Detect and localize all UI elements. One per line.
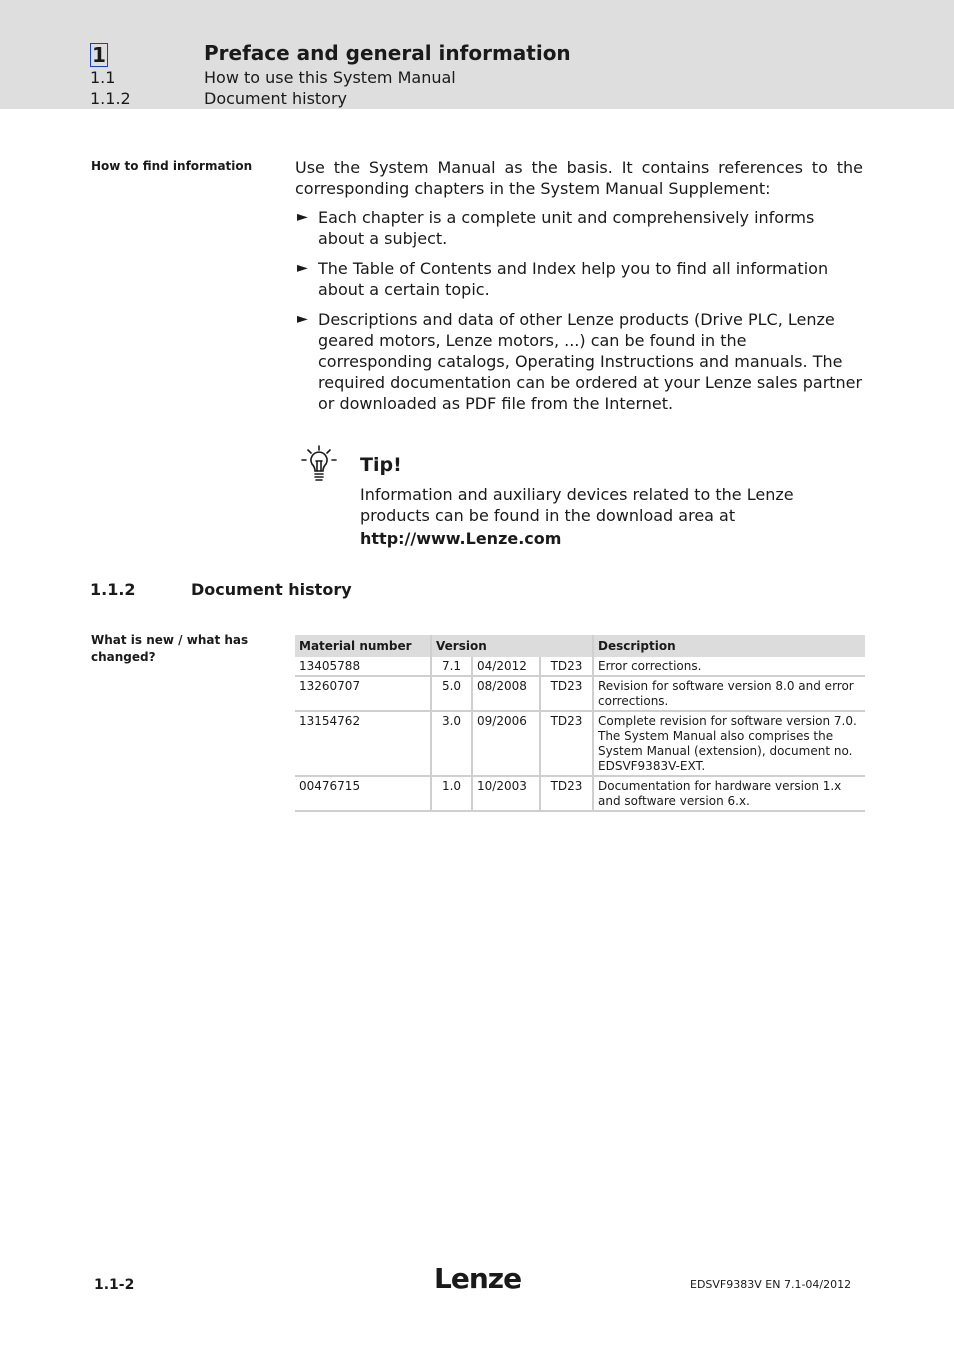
arrow-bullet-icon: ► xyxy=(297,209,308,225)
cell-description: Error corrections. xyxy=(593,657,865,676)
cell-code: TD23 xyxy=(540,776,593,811)
table-row xyxy=(295,676,865,711)
cell-material: 00476715 xyxy=(295,776,431,811)
column-header-material: Material number xyxy=(295,635,431,657)
document-history-number: 1.1.2 xyxy=(90,580,136,599)
arrow-bullet-icon: ► xyxy=(297,260,308,276)
lenze-url-link[interactable]: http://www.Lenze.com xyxy=(360,529,562,548)
intro-paragraph: Use the System Manual as the basis. It contains references to the corresponding chapters in the System Manual Supplement: xyxy=(295,158,863,198)
document-history-table xyxy=(295,635,865,812)
cell-code: TD23 xyxy=(540,711,593,776)
subsection-title: Document history xyxy=(204,89,348,108)
cell-version: 1.0 xyxy=(431,776,472,811)
list-item xyxy=(297,309,863,414)
cell-date: 04/2012 xyxy=(472,657,540,676)
bullet-text: Descriptions and data of other Lenze products (Drive PLC, Lenze geared motors, Lenze motors, ...) can be found in the corresponding catalogs, Operating Instructions and manuals. The required documentation can be ordered at your Lenze sales partner or downloaded as PDF file from the Internet. xyxy=(318,310,863,413)
lightbulb-icon xyxy=(300,444,338,484)
document-history-title: Document history xyxy=(191,580,352,599)
cell-material: 13260707 xyxy=(295,676,431,711)
subsection-number: 1.1.2 xyxy=(90,89,131,108)
cell-code: TD23 xyxy=(540,676,593,711)
tip-title: Tip! xyxy=(360,454,402,476)
cell-date: 10/2003 xyxy=(472,776,540,811)
page-number: 1.1-2 xyxy=(94,1277,135,1293)
cell-description: Complete revision for software version 7.0. The System Manual also comprises the System Manual (extension), document no. EDSVF9383V-EXT. xyxy=(593,711,865,776)
cell-date: 09/2006 xyxy=(472,711,540,776)
document-id: EDSVF9383V EN 7.1-04/2012 xyxy=(690,1278,852,1291)
section-number: 1.1 xyxy=(90,68,116,87)
table-row xyxy=(295,657,865,676)
cell-code: TD23 xyxy=(540,657,593,676)
chapter-number[interactable]: 1 xyxy=(92,43,106,67)
cell-version: 5.0 xyxy=(431,676,472,711)
arrow-bullet-icon: ► xyxy=(297,311,308,327)
section-title: How to use this System Manual xyxy=(204,68,456,87)
chapter-title: Preface and general information xyxy=(204,41,571,65)
lenze-logo: Lenze xyxy=(434,1262,522,1295)
column-header-version: Version xyxy=(431,635,593,657)
cell-version: 7.1 xyxy=(431,657,472,676)
cell-version: 3.0 xyxy=(431,711,472,776)
tip-text: Information and auxiliary devices related to the Lenze products can be found in the download area at xyxy=(360,485,794,525)
column-header-description: Description xyxy=(593,635,865,657)
cell-date: 08/2008 xyxy=(472,676,540,711)
cell-description: Documentation for hardware version 1.x and software version 6.x. xyxy=(593,776,865,811)
list-item xyxy=(297,258,863,300)
list-item xyxy=(297,207,863,249)
cell-description: Revision for software version 8.0 and error corrections. xyxy=(593,676,865,711)
bullet-text: Each chapter is a complete unit and comprehensively informs about a subject. xyxy=(318,208,815,248)
cell-material: 13154762 xyxy=(295,711,431,776)
what-is-new-label: What is new / what has changed? xyxy=(91,633,249,664)
how-to-find-label: How to find information xyxy=(91,159,253,173)
table-row xyxy=(295,776,865,811)
table-header-row xyxy=(295,635,865,657)
bullet-text: The Table of Contents and Index help you to find all information about a certain topic. xyxy=(318,259,829,299)
bullet-list xyxy=(297,207,863,423)
cell-material: 13405788 xyxy=(295,657,431,676)
table-row xyxy=(295,711,865,776)
